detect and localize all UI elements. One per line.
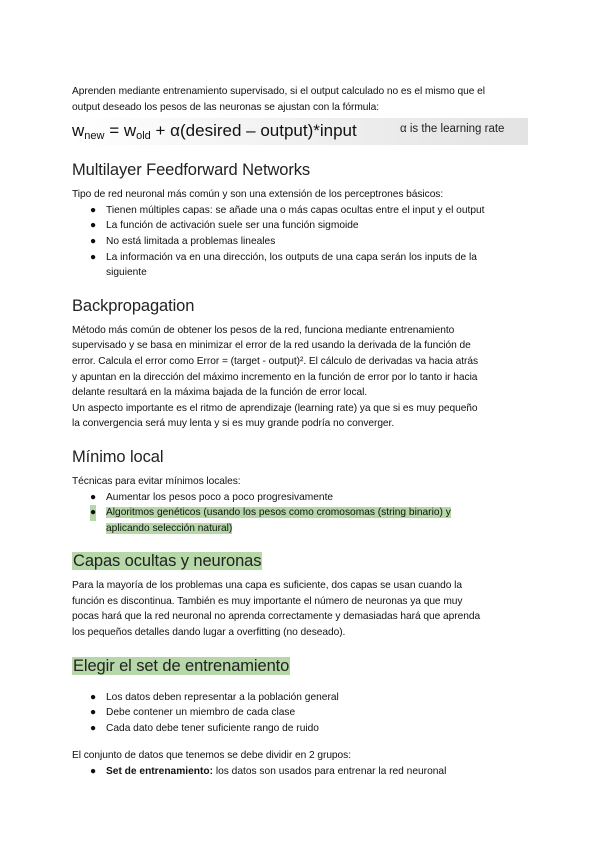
bullet-icon: ● xyxy=(90,722,97,734)
bullet-icon: ● xyxy=(90,204,97,216)
paragraph-line: función es discontinua. También es muy importante el número de neuronas ya que muy xyxy=(72,595,463,607)
list-item: ● Los datos deben representar a la población general xyxy=(72,690,532,706)
list-item-highlighted: ● Algoritmos genéticos (usando los pesos como cromosomas (string binario) y xyxy=(72,505,532,521)
bullet-icon: ● xyxy=(90,220,97,232)
list-item: ● La información va en una dirección, los outputs de una capa serán los inputs de la xyxy=(72,250,532,266)
paragraph-line: supervisado y se basa en minimizar el error de la red usando la derivada de la función de xyxy=(72,340,471,352)
intro-line-2: output deseado los pesos de las neuronas se ajustan con la fórmula: xyxy=(72,101,380,113)
section-lead-multilayer: Tipo de red neuronal más común y son una extensión de los perceptrones básicos: xyxy=(72,189,444,201)
document-page xyxy=(72,84,532,780)
list-item: ● No está limitada a problemas lineales xyxy=(72,234,532,250)
formula-rate-note: α is the learning rate xyxy=(400,123,505,136)
section-title-set-entrenamiento: Elegir el set de entrenamiento xyxy=(73,656,290,675)
bullet-icon: ● xyxy=(90,691,97,703)
bullet-icon: ● xyxy=(90,766,97,778)
paragraph-line: la convergencia será muy lenta y si es muy grande podría no converger. xyxy=(72,418,395,430)
bullet-icon: ● xyxy=(90,251,97,263)
learning-rule-formula-image xyxy=(72,118,528,145)
section-title-multilayer: Multilayer Feedforward Networks xyxy=(72,161,311,180)
paragraph-line: error. Calcula el error como Error = (target - output)². El cálculo de derivadas va hacia atrás xyxy=(72,355,479,367)
bullet-list-set-entrenamiento xyxy=(72,690,532,737)
list-item-continuation-highlighted: aplicando selección natural) xyxy=(106,522,233,534)
paragraph-line: delante resultará en la máxima bajada de la función de error local. xyxy=(72,387,368,399)
list-item: ● Debe contener un miembro de cada clase xyxy=(72,705,532,721)
intro-line-1: Aprenden mediante entrenamiento supervisado, si el output calculado no es el mismo que el xyxy=(72,86,485,97)
bullet-icon: ● xyxy=(90,505,96,521)
paragraph-line: Para la mayoría de los problemas una capa es suficiente, dos capas se usan cuando la xyxy=(72,580,462,592)
paragraph-line: Un aspecto importante es el ritmo de aprendizaje (learning rate) ya que si es muy pequeño xyxy=(72,402,478,414)
formula-equation: $w_{new} = w_{old}$ + α(desired – output)*input xyxy=(72,121,357,143)
paragraph-line: y apuntan en la dirección del máximo incremento en la función de error por lo tanto ir hacia xyxy=(72,371,478,383)
list-item: ● Cada dato debe tener suficiente rango de ruido xyxy=(72,721,532,737)
list-item-continuation: siguiente xyxy=(106,267,147,279)
list-item: ● La función de activación suele ser una función sigmoide xyxy=(72,218,532,234)
bullet-list-grupos xyxy=(72,764,532,780)
list-item: ● Aumentar los pesos poco a poco progresivamente xyxy=(72,490,532,506)
paragraph-line: pocas hará que la red neuronal no aprenda correctamente y demasiadas hará que aprenda xyxy=(72,611,481,623)
bullet-icon: ● xyxy=(90,707,97,719)
paragraph-line: Método más común de obtener los pesos de la red, funciona mediante entrenamiento xyxy=(72,324,455,336)
section-lead-grupos: El conjunto de datos que tenemos se debe dividir en 2 grupos: xyxy=(72,750,351,762)
bullet-icon: ● xyxy=(90,235,97,247)
list-item: ● Set de entrenamiento: los datos son usados para entrenar la red neuronal xyxy=(72,764,532,780)
paragraph-line: los pequeños detalles dando lugar a overfitting (no deseado). xyxy=(72,627,346,639)
section-lead-minimo-local: Técnicas para evitar mínimos locales: xyxy=(72,475,241,487)
bullet-list-multilayer xyxy=(72,203,532,281)
section-title-capas-ocultas: Capas ocultas y neuronas xyxy=(73,552,262,571)
bullet-list-minimo-local xyxy=(72,490,532,537)
section-title-minimo-local: Mínimo local xyxy=(72,447,164,466)
section-title-backpropagation: Backpropagation xyxy=(72,296,195,315)
bullet-icon: ● xyxy=(90,491,97,503)
list-item: ● Tienen múltiples capas: se añade una o más capas ocultas entre el input y el output xyxy=(72,203,532,219)
